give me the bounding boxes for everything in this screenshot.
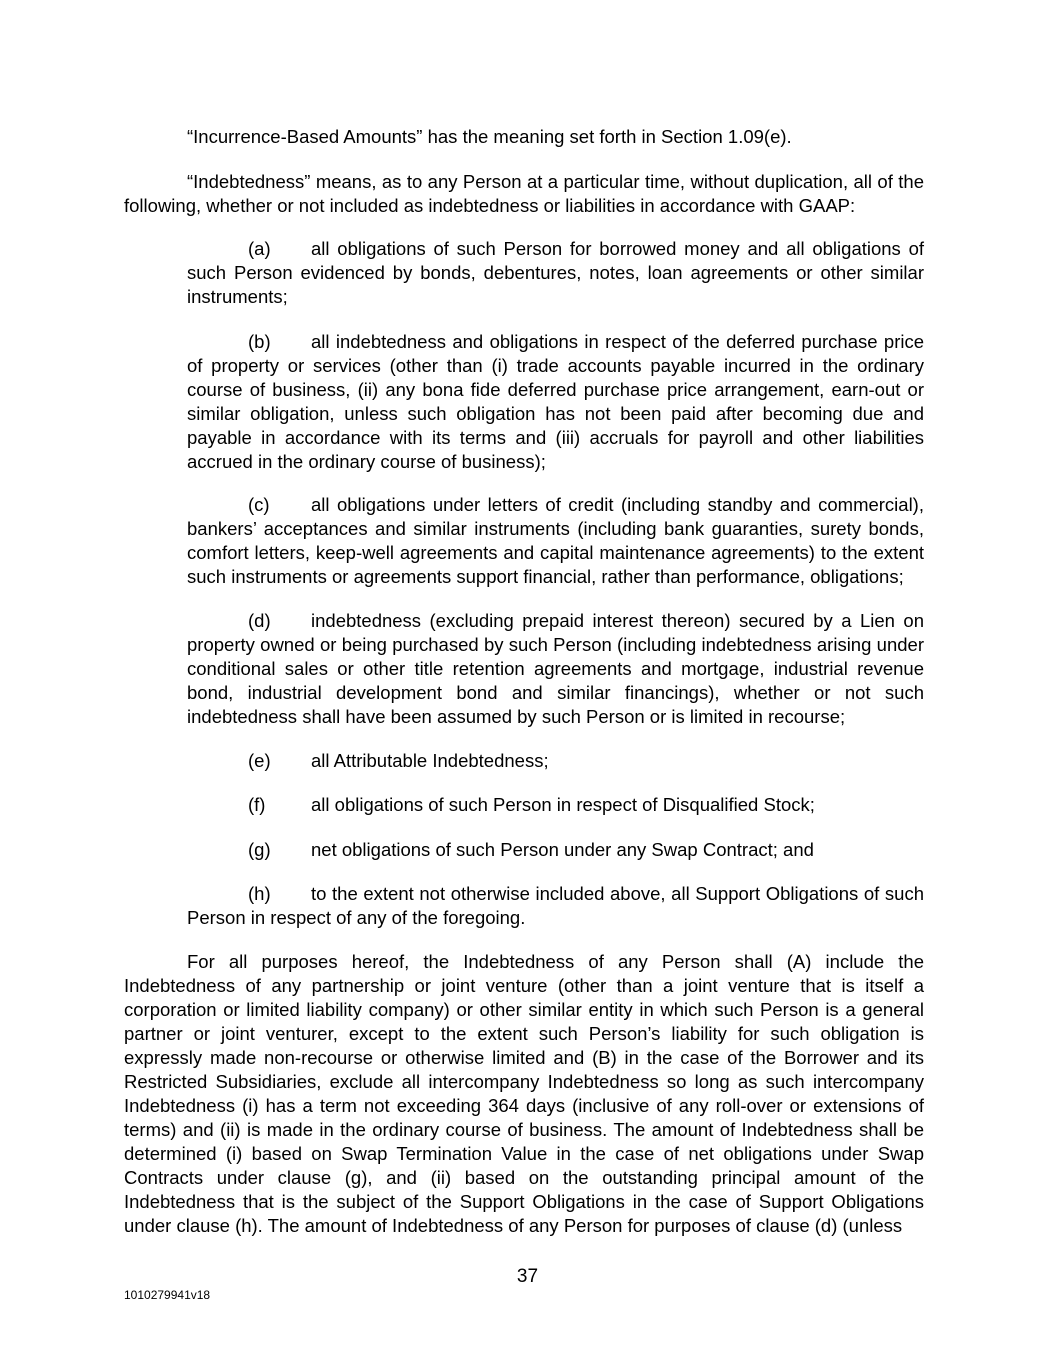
- clause-text: all obligations of such Person for borrowed money and all obligations of such Person evidenced by bonds, debentures, notes, loan agreements or other similar instruments;: [187, 238, 924, 307]
- clause-h: [187, 882, 924, 930]
- clause-label: (d): [248, 610, 271, 631]
- clause-text: all obligations of such Person in respect of Disqualified Stock;: [311, 794, 815, 815]
- clause-e: [248, 749, 928, 773]
- document-id: 1010279941v18: [124, 1288, 211, 1302]
- clause-label: (c): [248, 494, 270, 515]
- definition-incurrence-based-amounts: “Incurrence-Based Amounts” has the meaning set forth in Section 1.09(e).: [187, 126, 792, 147]
- clause-text: net obligations of such Person under any Swap Contract; and: [311, 839, 814, 860]
- page-number: 37: [516, 1266, 539, 1287]
- definition-indebtedness: “Indebtedness” means, as to any Person at a particular time, without duplication, all of the following, whether or not included as indebtedness or liabilities in accordance with GAAP:: [124, 171, 924, 216]
- clause-label: (e): [248, 750, 271, 771]
- clause-g: [248, 838, 928, 862]
- closing-paragraph: For all purposes hereof, the Indebtedness of any Person shall (A) include the Indebtedness of any partnership or joint venture (other than a joint venture that is itself a corporation or limited liability company) or other similar entity in which such Person is a general partner or joint venturer, except to the extent such Person’s liability for such obligation is expressly made non-recourse or otherwise limited and (B) in the case of the Borrower and its Restricted Subsidiaries, exclude all intercompany Indebtedness so long as such intercompany Indebtedness (i) has a term not exceeding 364 days (inclusive of any roll-over or extensions of terms) and (ii) is made in the ordinary course of business. The amount of Indebtedness shall be determined (i) based on Swap Termination Value in the case of net obligations under Swap Contracts under clause (g), and (ii) based on the outstanding principal amount of the Indebtedness that is the subject of the Support Obligations in the case of Support Obligations under clause (h). The amount of Indebtedness of any Person for purposes of clause (d) (unless: [124, 951, 924, 1236]
- clause-d: [187, 609, 924, 729]
- clause-text: all obligations under letters of credit (including standby and commercial), bankers’ acceptances and similar instruments (including bank guaranties, surety bonds, comfort letters, keep-well agreements and capital maintenance agreements) to the extent such instruments or agreements support financial, rather than performance, obligations;: [187, 494, 924, 587]
- clause-f: [248, 793, 928, 817]
- clause-label: (a): [248, 238, 271, 259]
- clause-label: (h): [248, 883, 271, 904]
- clause-text: all Attributable Indebtedness;: [311, 750, 549, 771]
- clause-label: (b): [248, 331, 271, 352]
- clause-text: all indebtedness and obligations in respect of the deferred purchase price of property or services (other than (i) trade accounts payable incurred in the ordinary course of business, (ii) any bona fide deferred purchase price arrangement, earn-out or similar obligation, unless such obligation has not been paid after becoming due and payable in accordance with its terms and (iii) accruals for payroll and other liabilities accrued in the ordinary course of business);: [187, 331, 924, 472]
- clause-label: (f): [248, 794, 266, 815]
- clause-a: [187, 237, 924, 309]
- clause-text: to the extent not otherwise included above, all Support Obligations of such Person in respect of any of the foregoing.: [187, 883, 924, 928]
- clause-text: indebtedness (excluding prepaid interest thereon) secured by a Lien on property owned or being purchased by such Person (including indebtedness arising under conditional sales or other title retention agreements and mortgage, industrial revenue bond, industrial development bond and similar financings), whether or not such indebtedness shall have been assumed by such Person or is limited in recourse;: [187, 610, 924, 727]
- clause-label: (g): [248, 839, 271, 860]
- clause-c: [187, 493, 924, 589]
- clause-b: [187, 330, 924, 474]
